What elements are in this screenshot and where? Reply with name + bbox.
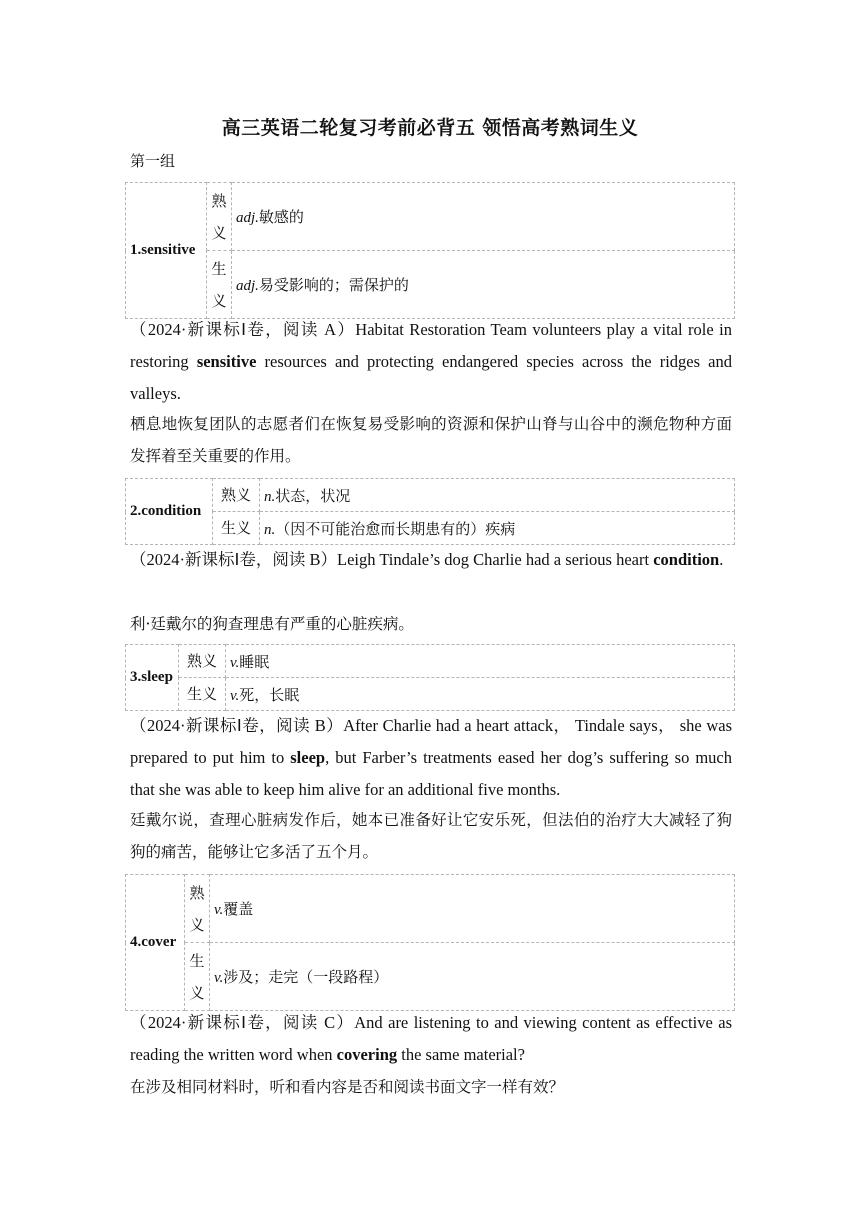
example-translation: 栖息地恢复团队的志愿者们在恢复易受影响的资源和保护山脊与山谷中的濒危物种方面发挥着至关重要的作用。 <box>130 415 732 465</box>
page-title: 高三英语二轮复习考前必背五 领悟高考熟词生义 <box>221 117 639 139</box>
example-sentence: （2024·新课标Ⅰ卷，阅读 A）Habitat Restoration Team volunteers play a vital role in restoring sensitive resources and protecting endangered species across the ridges and valleys. <box>130 320 733 403</box>
new-meaning-label: 生义 <box>179 678 226 711</box>
familiar-meaning-label: 熟义 <box>179 645 226 678</box>
familiar-meaning: adj.敏感的 <box>232 183 735 251</box>
familiar-meaning-label: 熟 义 <box>185 875 210 943</box>
vocab-table-sensitive <box>125 182 735 319</box>
new-meaning: n.（因不可能治愈而长期患有的）疾病 <box>260 512 735 545</box>
example-sentence: （2024·新课标Ⅰ卷，阅读 B）After Charlie had a heart attack， Tindale says， she was prepared to put him to sleep, but Farber’s treatments eased her dog’s suffering so much that she was able to keep him alive for an additional five months. <box>130 716 733 799</box>
new-meaning: v.涉及；走完（一段路程） <box>210 943 735 1011</box>
new-meaning-label: 生 义 <box>185 943 210 1011</box>
new-meaning-label: 生 义 <box>207 251 232 319</box>
vocab-table-sleep <box>125 644 735 711</box>
group-label: 第一组 <box>130 152 176 170</box>
familiar-meaning: v.睡眠 <box>226 645 735 678</box>
example-translation: 廷戴尔说，查理心脏病发作后，她本已准备好让它安乐死，但法伯的治疗大大减轻了狗狗的痛苦，能够让它多活了五个月。 <box>130 811 732 861</box>
familiar-meaning-label: 熟 义 <box>207 183 232 251</box>
example-translation: 在涉及相同材料时，听和看内容是否和阅读书面文字一样有效？ <box>130 1078 565 1096</box>
example-translation: 利·廷戴尔的狗查理患有严重的心脏疾病。 <box>130 615 414 633</box>
entry-word: 1.sensitive <box>126 183 207 319</box>
entry-word: 2.condition <box>126 479 213 545</box>
example-sentence: （2024·新课标Ⅰ卷，阅读 B）Leigh Tindale’s dog Charlie had a serious heart condition. <box>130 550 724 569</box>
familiar-meaning-label: 熟义 <box>213 479 260 512</box>
new-meaning: adj.易受影响的；需保护的 <box>232 251 735 319</box>
keyword: condition <box>653 550 720 569</box>
new-meaning: v.死，长眠 <box>226 678 735 711</box>
keyword: sleep <box>290 748 326 767</box>
entry-word: 3.sleep <box>126 645 179 711</box>
familiar-meaning: n.状态，状况 <box>260 479 735 512</box>
example-sentence: （2024·新课标Ⅰ卷，阅读 C）And are listening to and viewing content as effective as reading the written word when covering the same material? <box>130 1013 732 1064</box>
vocab-table-condition <box>125 478 735 545</box>
vocab-table-cover <box>125 874 735 1011</box>
familiar-meaning: v.覆盖 <box>210 875 735 943</box>
keyword: sensitive <box>196 352 257 371</box>
entry-word: 4.cover <box>126 875 185 1011</box>
keyword: covering <box>336 1045 398 1064</box>
new-meaning-label: 生义 <box>213 512 260 545</box>
